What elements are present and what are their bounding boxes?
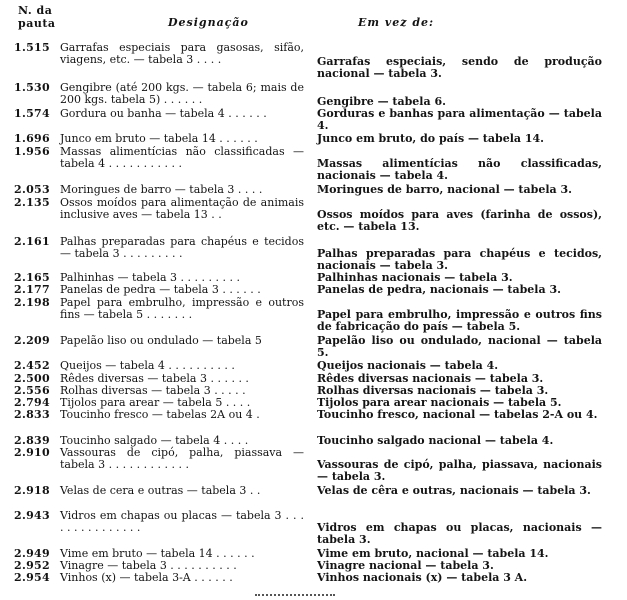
row-designation: Vidros em chapas ou placas — tabela 3 . . . . . . . . . . . . . . .: [60, 509, 304, 534]
row-instead: Gorduras e banhas para alimentação — tabela 4.: [317, 107, 602, 132]
closing-rule: [255, 594, 335, 600]
row-number: 2.209: [14, 334, 50, 347]
row-designation: Massas alimentícias não classificadas — tabela 4 . . . . . . . . . . .: [60, 145, 304, 170]
row-number: 1.530: [14, 81, 50, 94]
row-instead: Moringues de barro, nacional — tabela 3.: [317, 183, 572, 196]
row-designation: Junco em bruto — tabela 14 . . . . . .: [60, 132, 258, 145]
row-instead: Papelão liso ou ondulado, nacional — tabela 5.: [317, 334, 602, 359]
header-number: N. da pauta: [18, 4, 56, 30]
row-designation: Vassouras de cipó, palha, piassava — tabela 3 . . . . . . . . . . . .: [60, 446, 304, 471]
row-instead: Vime em bruto, nacional — tabela 14.: [317, 547, 549, 560]
row-designation: Panelas de pedra — tabela 3 . . . . . .: [60, 283, 261, 296]
row-number: 2.198: [14, 296, 50, 309]
row-instead: Garrafas especiais, sendo de produção nacional — tabela 3.: [317, 55, 602, 80]
row-number: 2.794: [14, 396, 50, 409]
row-instead: Panelas de pedra, nacionais — tabela 3.: [317, 283, 561, 296]
row-instead: Gengibre — tabela 6.: [317, 95, 446, 108]
row-designation: Toucinho salgado — tabela 4 . . . .: [60, 434, 249, 447]
row-instead: Velas de cêra e outras, nacionais — tabela 3.: [317, 484, 591, 497]
row-instead: Toucinho salgado nacional — tabela 4.: [317, 434, 554, 447]
row-number: 1.574: [14, 107, 50, 120]
row-number: 2.556: [14, 384, 50, 397]
row-designation: Ossos moídos para alimentação de animais inclusive aves — tabela 13 . .: [60, 196, 304, 221]
row-designation: Velas de cera e outras — tabela 3 . .: [60, 484, 261, 497]
row-number: 1.956: [14, 145, 50, 158]
row-instead: Ossos moídos para aves (farinha de ossos), etc. — tabela 13.: [317, 208, 602, 233]
row-number: 2.500: [14, 372, 50, 385]
row-designation: Gordura ou banha — tabela 4 . . . . . .: [60, 107, 267, 120]
header-instead-of: Em vez de:: [358, 16, 435, 29]
row-instead: Vinagre nacional — tabela 3.: [317, 559, 494, 572]
row-designation: Palhinhas — tabela 3 . . . . . . . . .: [60, 271, 240, 284]
row-number: 2.949: [14, 547, 50, 560]
row-designation: Queijos — tabela 4 . . . . . . . . . .: [60, 359, 235, 372]
row-number: 2.165: [14, 271, 50, 284]
row-instead: Massas alimentícias não classificadas, nacionais — tabela 4.: [317, 157, 602, 182]
row-number: 2.952: [14, 559, 50, 572]
row-designation: Papelão liso ou ondulado — tabela 5: [60, 334, 262, 347]
row-designation: Moringues de barro — tabela 3 . . . .: [60, 183, 263, 196]
row-designation: Palhas preparadas para chapéus e tecidos — tabela 3 . . . . . . . . .: [60, 235, 304, 260]
row-designation: Rêdes diversas — tabela 3 . . . . . .: [60, 372, 249, 385]
row-number: 1.515: [14, 41, 50, 54]
row-instead: Queijos nacionais — tabela 4.: [317, 359, 499, 372]
row-instead: Junco em bruto, do país — tabela 14.: [317, 132, 544, 145]
row-instead: Papel para embrulho, impressão e outros fins de fabricação do país — tabela 5.: [317, 308, 602, 333]
row-designation: Vinagre — tabela 3 . . . . . . . . . .: [60, 559, 237, 572]
row-instead: Toucinho fresco, nacional — tabelas 2-A ou 4.: [317, 408, 598, 421]
row-number: 2.910: [14, 446, 50, 459]
row-instead: Vassouras de cipó, palha, piassava, nacionais — tabela 3.: [317, 458, 602, 483]
row-number: 2.177: [14, 283, 50, 296]
row-instead: Vidros em chapas ou placas, nacionais — tabela 3.: [317, 521, 602, 546]
row-designation: Toucinho fresco — tabelas 2A ou 4 .: [60, 408, 260, 421]
row-number: 2.452: [14, 359, 50, 372]
row-number: 2.943: [14, 509, 50, 522]
row-instead: Palhinhas nacionais — tabela 3.: [317, 271, 513, 284]
row-number: 2.918: [14, 484, 50, 497]
row-instead: Rolhas diversas nacionais — tabela 3.: [317, 384, 549, 397]
row-instead: Rêdes diversas nacionais — tabela 3.: [317, 372, 544, 385]
row-instead: Tijolos para arear nacionais — tabela 5.: [317, 396, 562, 409]
row-number: 2.839: [14, 434, 50, 447]
row-number: 1.696: [14, 132, 50, 145]
row-instead: Vinhos nacionais (x) — tabela 3 A.: [317, 571, 528, 584]
row-instead: Palhas preparadas para chapéus e tecidos, nacionais — tabela 3.: [317, 247, 602, 272]
row-designation: Rolhas diversas — tabela 3 . . . . .: [60, 384, 246, 397]
row-number: 2.161: [14, 235, 50, 248]
row-designation: Gengibre (até 200 kgs. — tabela 6; mais de 200 kgs. tabela 5) . . . . . .: [60, 81, 304, 106]
row-designation: Vinhos (x) — tabela 3-A . . . . . .: [60, 571, 233, 584]
row-designation: Vime em bruto — tabela 14 . . . . . .: [60, 547, 255, 560]
header-designation: Designação: [168, 16, 249, 29]
row-number: 2.833: [14, 408, 50, 421]
row-number: 2.053: [14, 183, 50, 196]
row-designation: Garrafas especiais para gasosas, sifão, viagens, etc. — tabela 3 . . . .: [60, 41, 304, 66]
row-number: 2.135: [14, 196, 50, 209]
row-designation: Papel para embrulho, impressão e outros fins — tabela 5 . . . . . . .: [60, 296, 304, 321]
row-number: 2.954: [14, 571, 50, 584]
row-designation: Tijolos para arear — tabela 5 . . . .: [60, 396, 251, 409]
